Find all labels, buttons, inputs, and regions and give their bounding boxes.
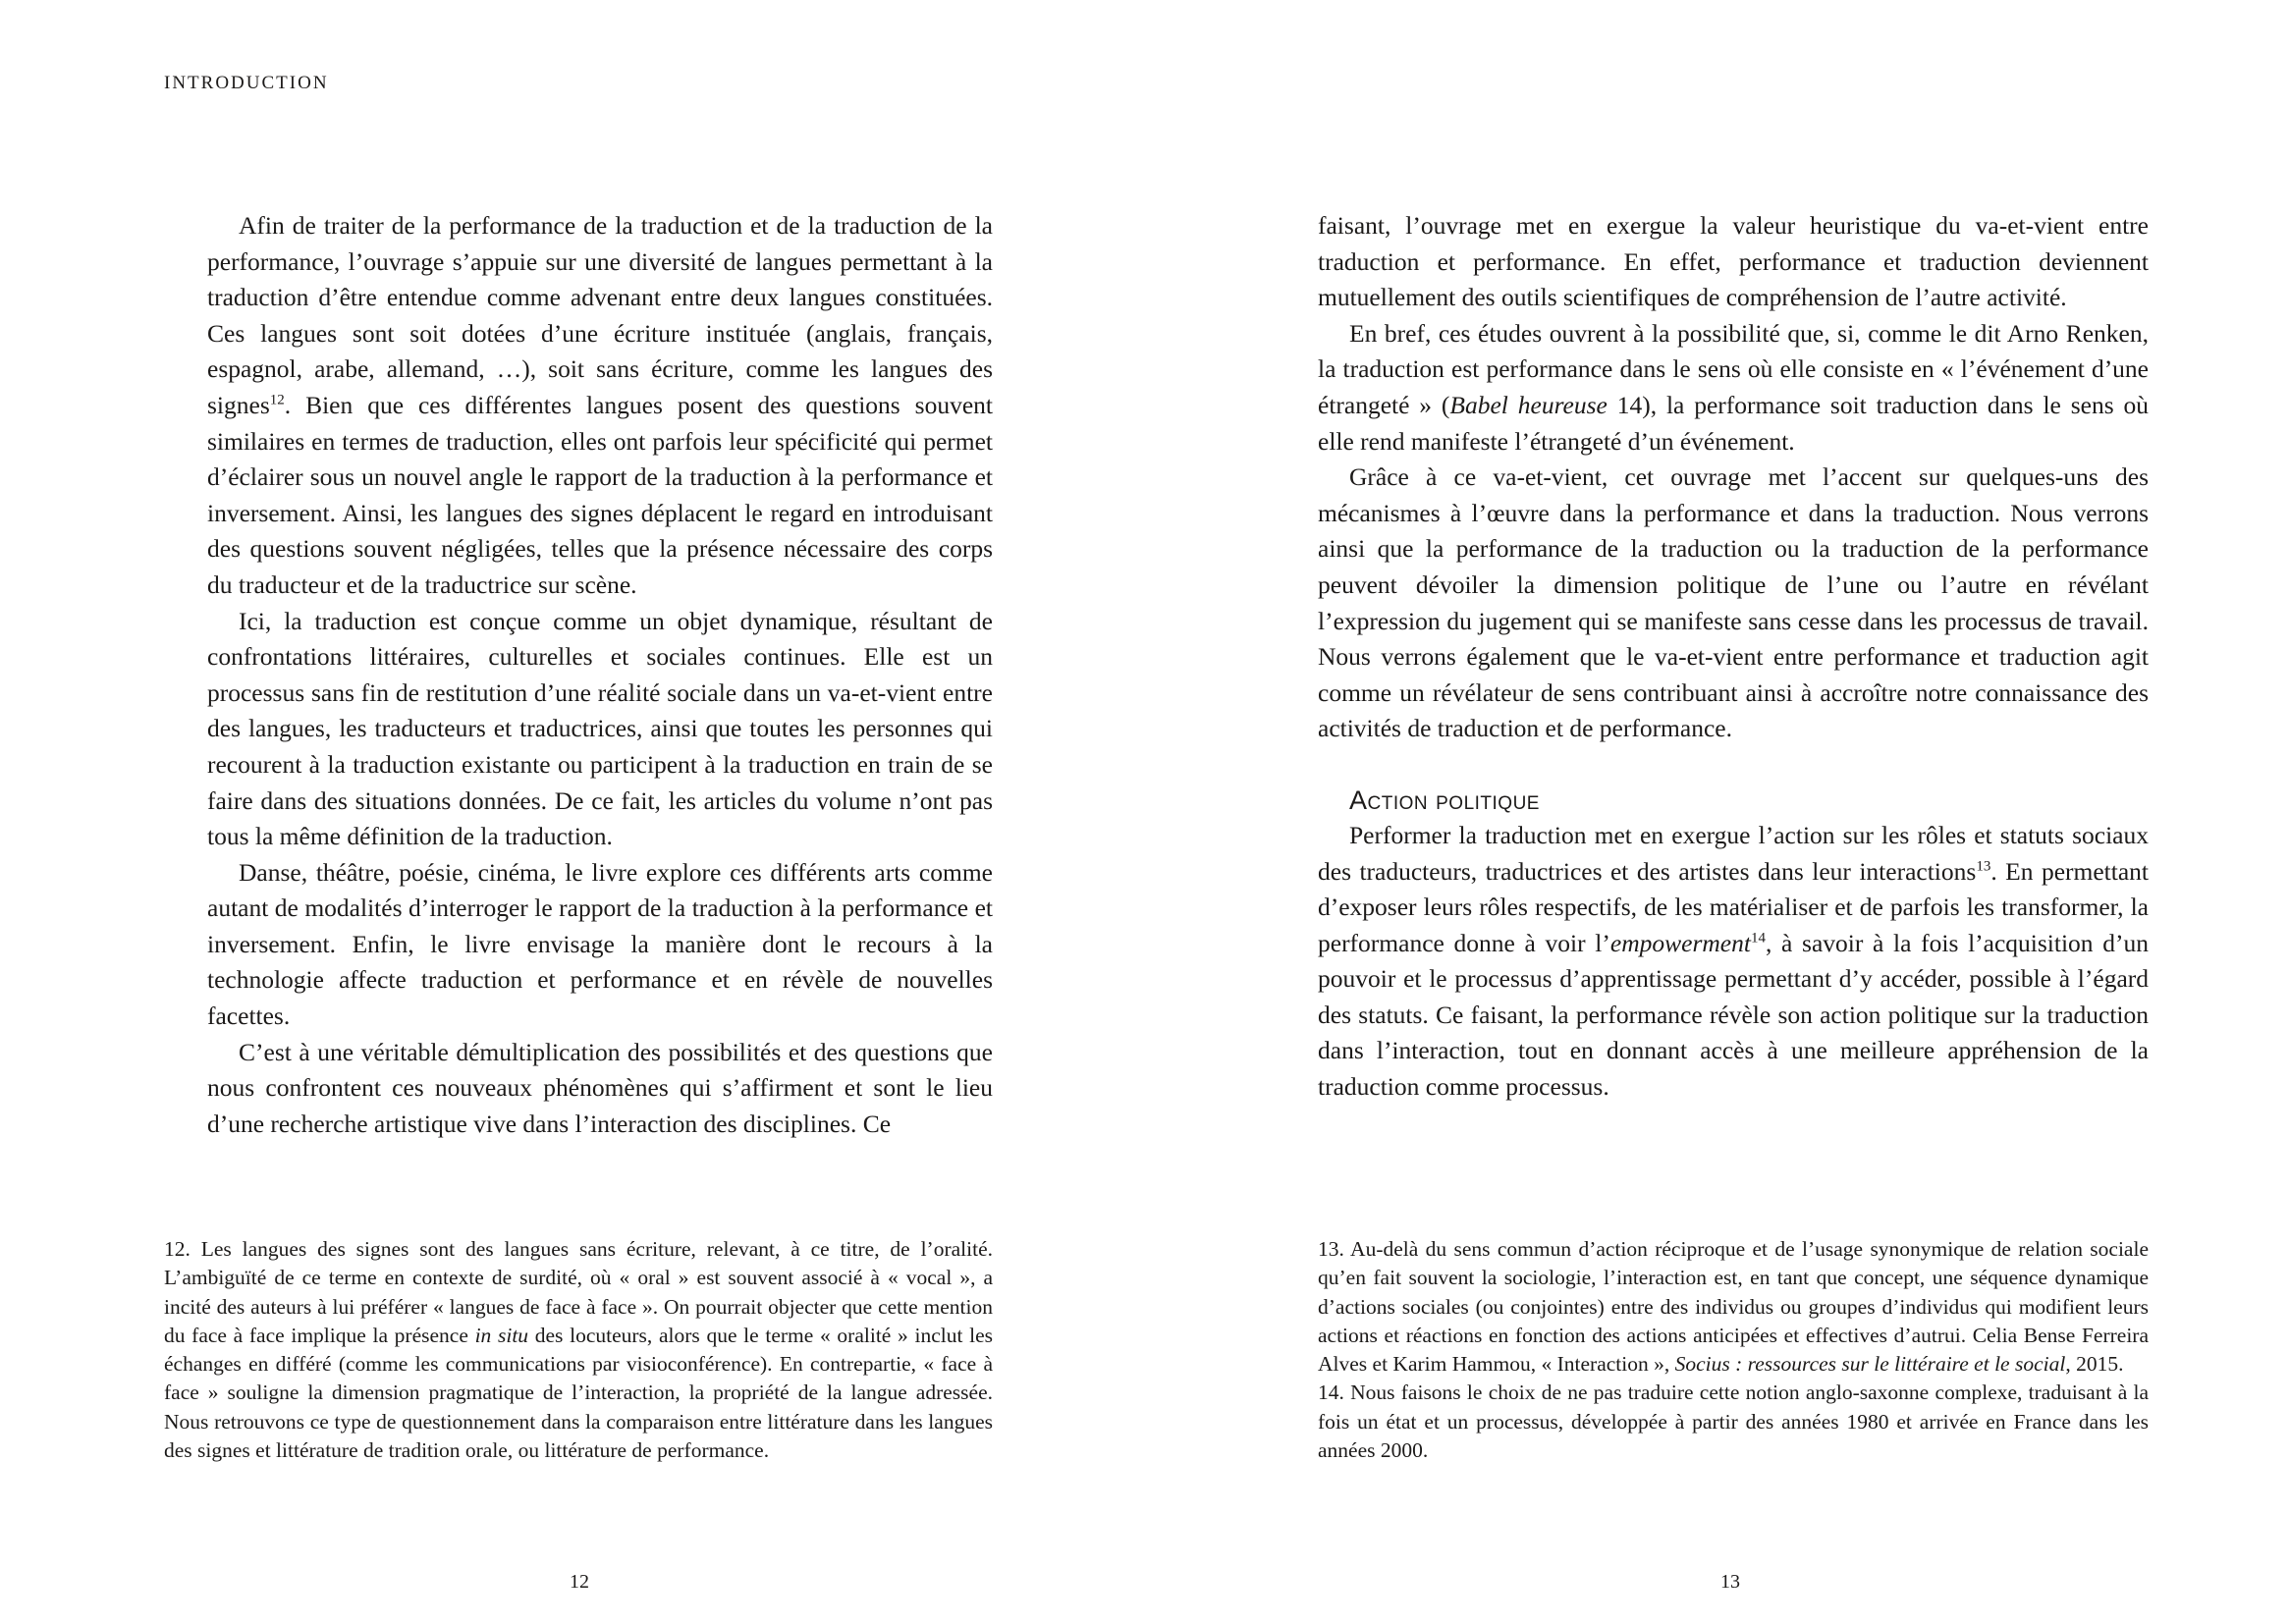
footnote: 13. Au-delà du sens commun d’action réciproque et de l’usage synonymique de relation sociale qu’en fait souvent la sociologie, l’interaction est, en tant que concept, une séquence dynamique d’actions sociales (ou conjointes) entre des individus ou groupes d’individus qui modifient leurs actions et réactions en fonction des actions anticipées et effectives d’autrui. Celia Bense Ferreira Alves et Karim Hammou, « Interaction », Socius : ressources sur le littéraire et le social, 2015. (1318, 1237, 2149, 1377)
italic-text: empowerment (1609, 928, 1751, 957)
paragraph: faisant, l’ouvrage met en exergue la valeur heuristique du va-et-vient entre traduction et performance. En effet, performance et traduction deviennent mutuellement des outils scientifiques de compréhension de l’autre activité. (1318, 211, 2149, 312)
paragraph: Performer la traduction met en exergue l’action sur les rôles et statuts sociaux des traducteurs, traductrices et des artistes dans leur interactions$^{13}$. En permettant d’exposer leurs rôles respectifs, de les matérialiser et de parfois les transformer, la performance donne à voir l’empowerment$^{14}$, à savoir à la fois l’acquisition d’un pouvoir et le processus d’apprentissage permettant d’y accéder, possible à l’égard des statuts. Ce faisant, la performance révèle son action politique sur la traduction dans l’interaction, tout en donnant accès à une meilleure appréhension de la traduction comme processus. (1318, 820, 2149, 1102)
italic-text: Babel heureuse (1449, 390, 1608, 419)
right-page-paragraphs-before (1318, 208, 2149, 747)
running-head: INTRODUCTION (164, 73, 329, 93)
italic-text: Socius : ressources sur le littéraire et le social (1674, 1352, 2066, 1377)
page-number-left: 12 (570, 1571, 589, 1593)
section-heading: Action politique (1349, 785, 1540, 815)
left-footnotes (164, 1235, 993, 1465)
paragraph: Danse, théâtre, poésie, cinéma, le livre explore ces différents arts comme autant de modalités d’interroger le rapport de la traduction à la performance et inversement. Enfin, le livre envisage la manière dont le recours à la technologie affecte traduction et performance et en révèle de nouvelles facettes. (207, 857, 993, 1031)
footnote: 12. Les langues des signes sont des langues sans écriture, relevant, à ce titre, de l’oralité. L’ambiguïté de ce terme en contexte de surdité, où « oral » est souvent associé à « vocal », a incité des auteurs à lui préférer « langues de face à face ». On pourrait objecter que cette mention du face à face implique la présence in situ des locuteurs, alors que le terme « oralité » inclut les échanges en différé (comme les communications par visioconférence). En contrepartie, « face à face » souligne la dimension pragmatique de l’interaction, la propriété de la langue adressée. Nous retrouvons ce type de questionnement dans la comparaison entre littérature dans les langues des signes et littérature de tradition orale, ou littérature de performance. (164, 1237, 993, 1463)
footnote-ref: 12 (269, 392, 285, 408)
right-page-body (1318, 208, 2149, 1106)
page-number-right: 13 (1720, 1571, 1740, 1593)
italic-text: in situ (474, 1323, 529, 1347)
right-page-paragraphs-after (1318, 818, 2149, 1106)
left-page-body (207, 208, 993, 1142)
right-footnotes (1318, 1235, 2149, 1465)
footnote-ref: 14 (1750, 930, 1766, 947)
paragraph: Grâce à ce va-et-vient, cet ouvrage met l’accent sur quelques-uns des mécanismes à l’œuvre dans la performance et dans la traduction. Nous verrons ainsi que la performance de la traduction ou la traduction de la performance peuvent dévoiler la dimension politique de l’une ou l’autre en révélant l’expression du jugement qui se manifeste sans cesse dans les processus de travail. Nous verrons également que le va-et-vient entre performance et traduction agit comme un révélateur de sens contribuant ainsi à accroître notre connaissance des activités de traduction et de performance. (1318, 462, 2149, 743)
paragraph: En bref, ces études ouvrent à la possibilité que, si, comme le dit Arno Renken, la traduction est performance dans le sens où elle consiste en « l’événement d’une étrangeté » (Babel heureuse 14), la performance soit traduction dans le sens où elle rend manifeste l’étrangeté d’un événement. (1318, 318, 2149, 456)
paragraph: Ici, la traduction est conçue comme un objet dynamique, résultant de confrontations littéraires, culturelles et sociales continues. Elle est un processus sans fin de restitution d’une réalité sociale dans un va-et-vient entre des langues, les traducteurs et traductrices, ainsi que toutes les personnes qui recourent à la traduction existante ou participent à la traduction en train de se faire dans des situations données. De ce fait, les articles du volume n’ont pas tous la même définition de la traduction. (207, 606, 993, 851)
footnote-ref: 13 (1976, 858, 1991, 874)
footnote: 14. Nous faisons le choix de ne pas traduire cette notion anglo-saxonne complexe, traduisant à la fois un état et un processus, développée à partir des années 1980 et arrivée en France dans les années 2000. (1318, 1380, 2149, 1463)
paragraph: C’est à une véritable démultiplication des possibilités et des questions que nous confrontent ces nouveaux phénomènes qui s’affirment et sont le lieu d’une recherche artistique vive dans l’interaction des disciplines. Ce (207, 1037, 993, 1138)
paragraph: Afin de traiter de la performance de la traduction et de la traduction de la performance, l’ouvrage s’appuie sur une diversité de langues permettant à la traduction d’être entendue comme advenant entre deux langues constituées. Ces langues sont soit dotées d’une écriture instituée (anglais, français, espagnol, arabe, allemand, …), soit sans écriture, comme les langues des signes$^{12}$. Bien que ces différentes langues posent des questions souvent similaires en termes de traduction, elles ont parfois leur spécificité qui permet d’éclairer sous un nouvel angle le rapport de la traduction à la performance et inversement. Ainsi, les langues des signes déplacent le regard en introduisant des questions souvent négligées, telles que la présence nécessaire des corps du traducteur et de la traductrice sur scène. (207, 211, 993, 599)
